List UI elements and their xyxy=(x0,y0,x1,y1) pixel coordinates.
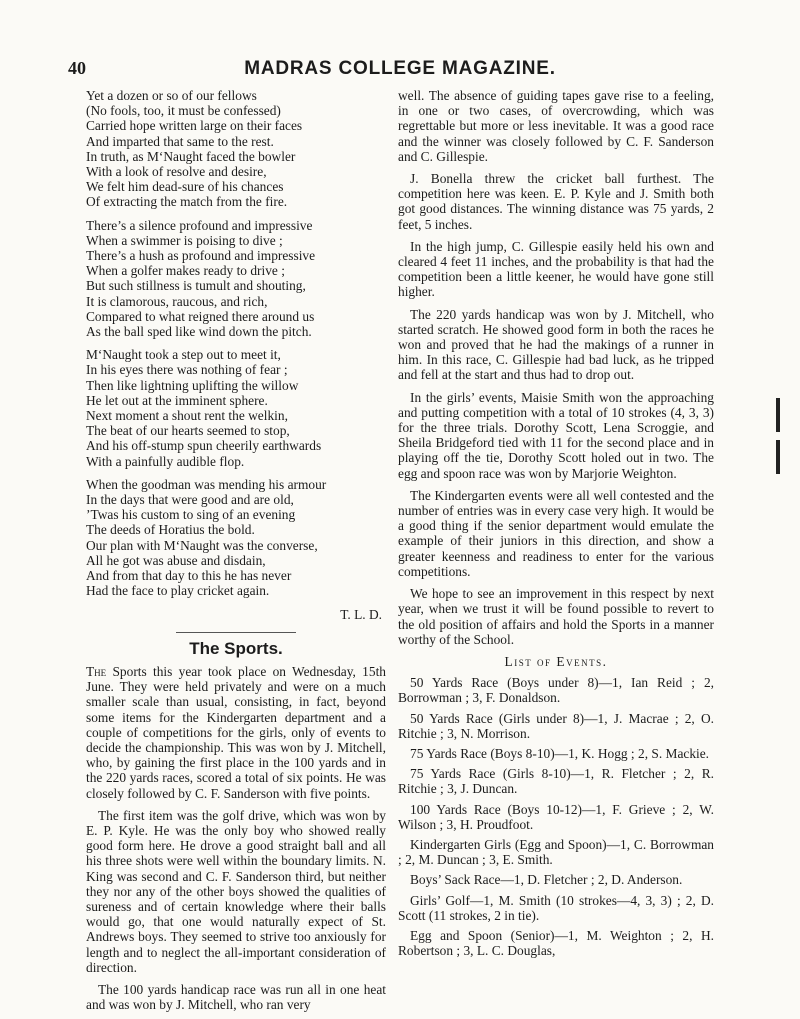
poem-line: ’Twas his custom to sing of an evening xyxy=(86,507,296,523)
page-number: 40 xyxy=(68,58,86,78)
poem-stanza xyxy=(86,347,386,469)
poem-line: All he got was abuse and disdain, xyxy=(86,552,266,568)
events-list xyxy=(398,675,714,958)
section-title: The Sports. xyxy=(189,638,283,658)
sports-paragraph: The first item was the golf drive, which was won by E. P. Kyle. He was the only boy who showed really good form here. He drove a good straight ball and all his three shots were well within the boundary limits. N. King was second and C. F. Sanderson third, but neither they nor any of the other boys showed the qualities of sureness and of certain knowledge where their balls would go, that one would naturally expect of St. Andrews boys. They seemed to strive too anxiously for length and to neglect the all-important consideration of direction. xyxy=(86,807,386,975)
poem-line: Yet a dozen or so of our fellows xyxy=(86,88,257,103)
poem-signature: T. L. D. xyxy=(340,606,382,622)
poem-line: Carried hope written large on their faces xyxy=(86,118,303,134)
poem-line: The beat of our hearts seemed to stop, xyxy=(86,423,290,439)
poem-line: When a golfer makes ready to drive ; xyxy=(86,263,285,279)
poem xyxy=(86,88,386,599)
sports-paragraph: In the girls’ events, Maisie Smith won the approaching and putting competition with a total of 10 strokes (4, 3, 3) for the three trials. Dorothy Scott, Lena Scroggie, and Sheila Bridgeford tied with 11 for the second place and in playing off the tie, Dorothy Scott holed out in two. The egg and spoon race was won by Marjorie Weighton. xyxy=(398,389,714,481)
events-heading: List of Events. xyxy=(504,653,608,669)
running-head: MADRAS COLLEGE MAGAZINE. xyxy=(244,58,556,79)
poem-line: As the ball sped like wind down the pitch. xyxy=(86,324,312,340)
poem-line: With a look of resolve and desire, xyxy=(86,164,267,180)
event-item: Girls’ Golf—1, M. Smith (10 strokes—4, 3, 3) ; 2, D. Scott (11 strokes, 2 in tie). xyxy=(398,892,714,923)
sports-paragraph: The Kindergarten events were all well contested and the number of entries was in every case very high. It would be a good thing if the senior department would emulate the example of their juniors in this direction, and show a greater keenness and readiness to enter for the various competitions. xyxy=(398,487,714,579)
poem-line: It is clamorous, raucous, and rich, xyxy=(86,293,268,309)
left-column xyxy=(86,88,386,1019)
poem-line: When the goodman was mending his armour xyxy=(86,476,327,492)
event-item: 50 Yards Race (Girls under 8)—1, J. Macrae ; 2, O. Ritchie ; 3, N. Morrison. xyxy=(398,710,714,741)
margin-mark xyxy=(776,440,780,474)
sports-paragraph: well. The absence of guiding tapes gave rise to a feeling, in one or two cases, of overcrowding, which was regrettable but more or less inevitable. It was a good race and the winner was closely followed by C. F. Sanderson and C. Gillespie. xyxy=(398,88,714,164)
poem-line: And imparted that same to the rest. xyxy=(86,133,274,149)
poem-line: When a swimmer is poising to dive ; xyxy=(86,232,283,248)
sports-paragraph: In the high jump, C. Gillespie easily held his own and cleared 4 feet 11 inches, and the probability is that had the competition been a little keener, he would have gone still higher. xyxy=(398,238,714,300)
sports-paragraph: We hope to see an improvement in this respect by next year, when we trust it will be found possible to revert to the old position of affairs and hold the Sports in a manner worthy of the School. xyxy=(398,586,714,647)
poem-line: Then like lightning uplifting the willow xyxy=(86,377,299,393)
event-item: 75 Yards Race (Girls 8-10)—1, R. Fletcher ; 2, R. Ritchie ; 3, J. Duncan. xyxy=(398,766,714,797)
event-item: 50 Yards Race (Boys under 8)—1, Ian Reid ; 2, Borrowman ; 3, F. Donaldson. xyxy=(398,675,714,706)
section-divider xyxy=(176,632,296,633)
poem-line: Compared to what reigned there around us xyxy=(86,308,315,324)
poem-line: With a painfully audible flop. xyxy=(86,453,245,469)
poem-stanza xyxy=(86,88,386,210)
poem-line: But such stillness is tumult and shouting, xyxy=(86,278,306,294)
poem-line: The deeds of Horatius the bold. xyxy=(86,522,255,538)
sports-paragraph: The 100 yards handicap race was run all in one heat and was won by J. Mitchell, who ran very xyxy=(86,981,386,1013)
event-item: 75 Yards Race (Boys 8-10)—1, K. Hogg ; 2, S. Mackie. xyxy=(410,745,710,761)
poem-line: There’s a silence profound and impressive xyxy=(86,217,313,233)
poem-line: In truth, as M‘Naught faced the bowler xyxy=(86,148,296,164)
poem-line: (No fools, too, it must be confessed) xyxy=(86,103,281,119)
poem-line: We felt him dead-sure of his chances xyxy=(86,179,284,195)
margin-mark xyxy=(776,398,780,432)
poem-line: And his off-stump spun cheerily earthwards xyxy=(86,438,322,454)
poem-line: Of extracting the match from the fire. xyxy=(86,194,288,210)
poem-line: In the days that were good and are old, xyxy=(86,492,294,508)
poem-line: Next moment a shout rent the welkin, xyxy=(86,408,288,424)
poem-line: Had the face to play cricket again. xyxy=(86,583,270,599)
right-column xyxy=(398,88,714,963)
poem-line: He let out at the imminent sphere. xyxy=(86,392,268,408)
poem-stanza xyxy=(86,477,386,599)
lead-word: The xyxy=(86,663,107,679)
paragraph-text: Sports this year took place on Wednesday, 15th June. They were held privately and were on a much smaller scale than usual, consisting, in fact, beyond some items for the Kindergarten department and a couple of competitions for the girls, only of events to decide the championship. This was won by J. Mitchell, who, by gaining the first place in the 100 yards and in the 220 yards races, scored a total of six points. He was closely followed by C. F. Sanderson with five points. xyxy=(86,663,386,801)
event-item: 100 Yards Race (Boys 10-12)—1, F. Grieve ; 2, W. Wilson ; 3, H. Proudfoot. xyxy=(398,801,714,832)
event-item: Kindergarten Girls (Egg and Spoon)—1, C. Borrowman ; 2, M. Duncan ; 3, E. Smith. xyxy=(398,836,714,868)
poem-line: Our plan with M‘Naught was the converse, xyxy=(86,537,318,553)
poem-line: M‘Naught took a step out to meet it, xyxy=(86,347,281,363)
sports-paragraph: J. Bonella threw the cricket ball furthest. The competition here was keen. E. P. Kyle and J. Smith both got good distances. The winning distance was 75 yards, 2 feet, 5 inches. xyxy=(398,171,714,232)
poem-line: And from that day to this he has never xyxy=(86,568,292,584)
event-item: Boys’ Sack Race—1, D. Fletcher ; 2, D. Anderson. xyxy=(410,872,683,888)
sports-paragraph: The 220 yards handicap was won by J. Mitchell, who started scratch. He showed good form in both the races he won and proved that he had the makings of a runner in him. In this race, C. Gillespie had bad luck, as he tripped and fell at the start and thus had to drop out. xyxy=(398,306,714,383)
poem-stanza xyxy=(86,218,386,340)
poem-line: In his eyes there was nothing of fear ; xyxy=(86,362,288,378)
poem-line: There’s a hush as profound and impressive xyxy=(86,248,316,264)
event-item: Egg and Spoon (Senior)—1, M. Weighton ; 2, H. Robertson ; 3, L. C. Douglas, xyxy=(398,927,714,959)
sports-paragraph xyxy=(86,664,386,801)
